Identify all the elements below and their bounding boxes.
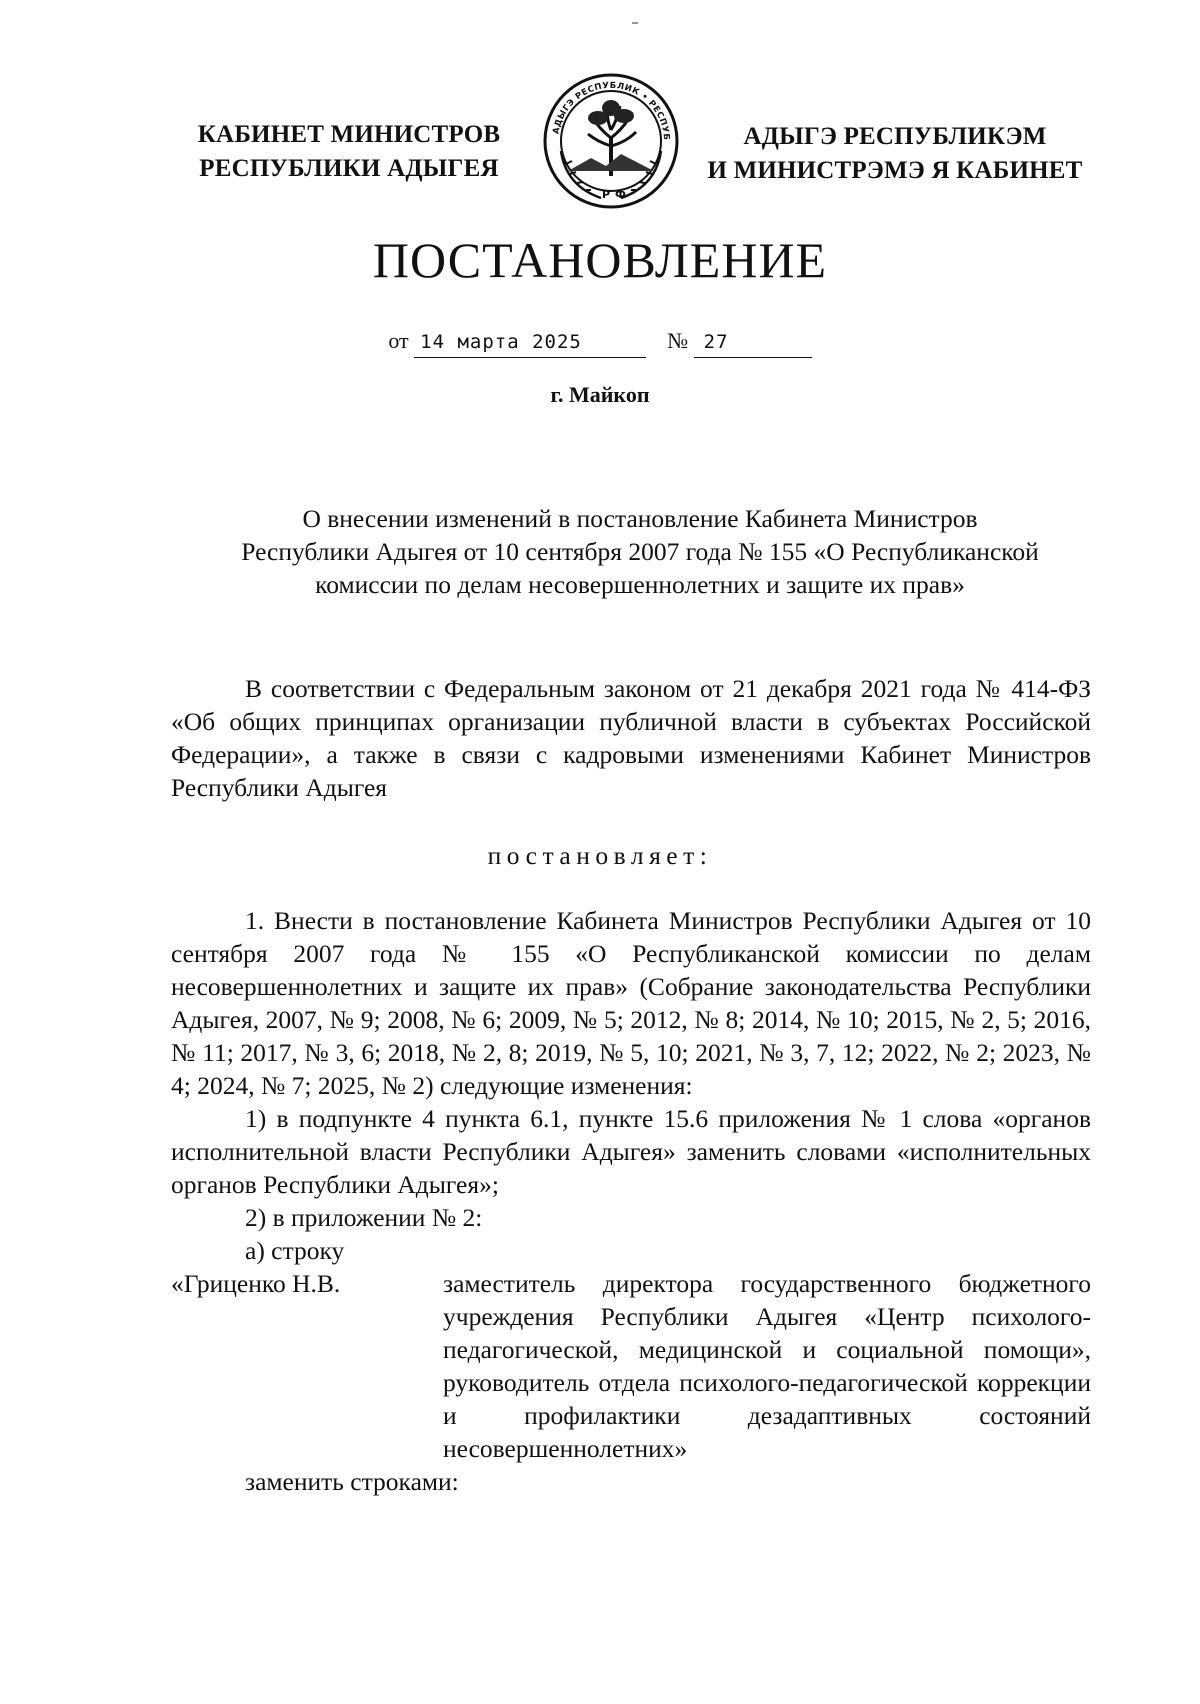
decree-word: постановляет: (487, 841, 713, 870)
basis-block (171, 672, 1091, 804)
header-right-line1: АДЫГЭ РЕСПУБЛИКЭМ (743, 123, 1047, 150)
svg-text:АДЫГЭ РЕСПУБЛИК • РЕСПУБЛИКА А: АДЫГЭ РЕСПУБЛИК • РЕСПУБ (551, 80, 672, 141)
svg-text:Р: Р (602, 188, 611, 201)
subitem-1-paragraph: 1) в подпункте 4 пункта 6.1, пункте 15.6 приложения № 1 слова «органов исполнительной власти Республики Адыгея» заменить словами «исполнительных органов Республики Адыгея»; (171, 1104, 1091, 1199)
city-line: г. Майкоп (550, 382, 650, 407)
subitem-2a-paragraph: а) строку (245, 1236, 345, 1265)
document-subject (150, 502, 1130, 601)
position-row (171, 1267, 1091, 1465)
scan-mark (632, 22, 638, 24)
main-block (171, 904, 1091, 1498)
coat-of-arms-icon (536, 66, 686, 216)
header-left-line1: КАБИНЕТ МИНИСТРОВ (197, 121, 501, 148)
replace-line: заменить строками: (245, 1467, 459, 1496)
from-label: от (388, 328, 409, 353)
header-left (184, 118, 514, 186)
subject-line-1: О внесении изменений в постановление Кабинета Министров (302, 504, 978, 533)
header-right-line2: И МИНИСТРЭМЭ Я КАБИНЕТ (707, 157, 1083, 184)
subject-line-3: комиссии по делам несовершеннолетних и защите их прав» (315, 570, 965, 599)
position-description: заместитель директора государственного бюджетного учреждения Республики Адыгея «Центр психолого-педагогической, медицинской и социальной помощи», руководитель отдела психолого-педагогической коррекции и профилактики дезадаптивных состояний несовершеннолетних» (443, 1269, 1091, 1463)
svg-text:Ф: Ф (615, 188, 626, 201)
subject-line-2: Республики Адыгея от 10 сентября 2007 года № 155 «О Республиканской (241, 537, 1039, 566)
document-title: ПОСТАНОВЛЕНИЕ (372, 232, 828, 288)
header-right (700, 120, 1090, 188)
document-number: 27 (694, 327, 812, 358)
basis-paragraph: В соответствии с Федеральным законом от 21 декабря 2021 года № 414-ФЗ «Об общих принципах организации публичной власти в субъектах Российской Федерации», а также в связи с кадровыми изменениями Кабинет Министров Республики Адыгея (171, 674, 1091, 802)
header-left-line2: РЕСПУБЛИКИ АДЫГЕЯ (199, 155, 499, 182)
position-person: «Гриценко Н.В. (171, 1269, 341, 1298)
item-1-paragraph: 1. Внести в постановление Кабинета Министров Республики Адыгея от 10 сентября 2007 года № 155 «О Республиканской комиссии по делам несовершеннолетних и защите их прав» (Собрание законодательства Республики Адыгея, 2007, № 9; 2008, № 6; 2009, № 5; 2012, № 8; 2014, № 10; 2015, № 2, 5; 2016, № 11; 2017, № 3, 6; 2018, № 2, 8; 2019, № 5, 10; 2021, № 3, 7, 12; 2022, № 2; 2023, № 4; 2024, № 7; 2025, № 2) следующие изменения: (171, 906, 1091, 1100)
number-label: № (667, 328, 689, 353)
document-date: 14 марта 2025 (414, 327, 646, 358)
date-number-line (0, 326, 1200, 358)
subitem-2-paragraph: 2) в приложении № 2: (245, 1203, 483, 1232)
